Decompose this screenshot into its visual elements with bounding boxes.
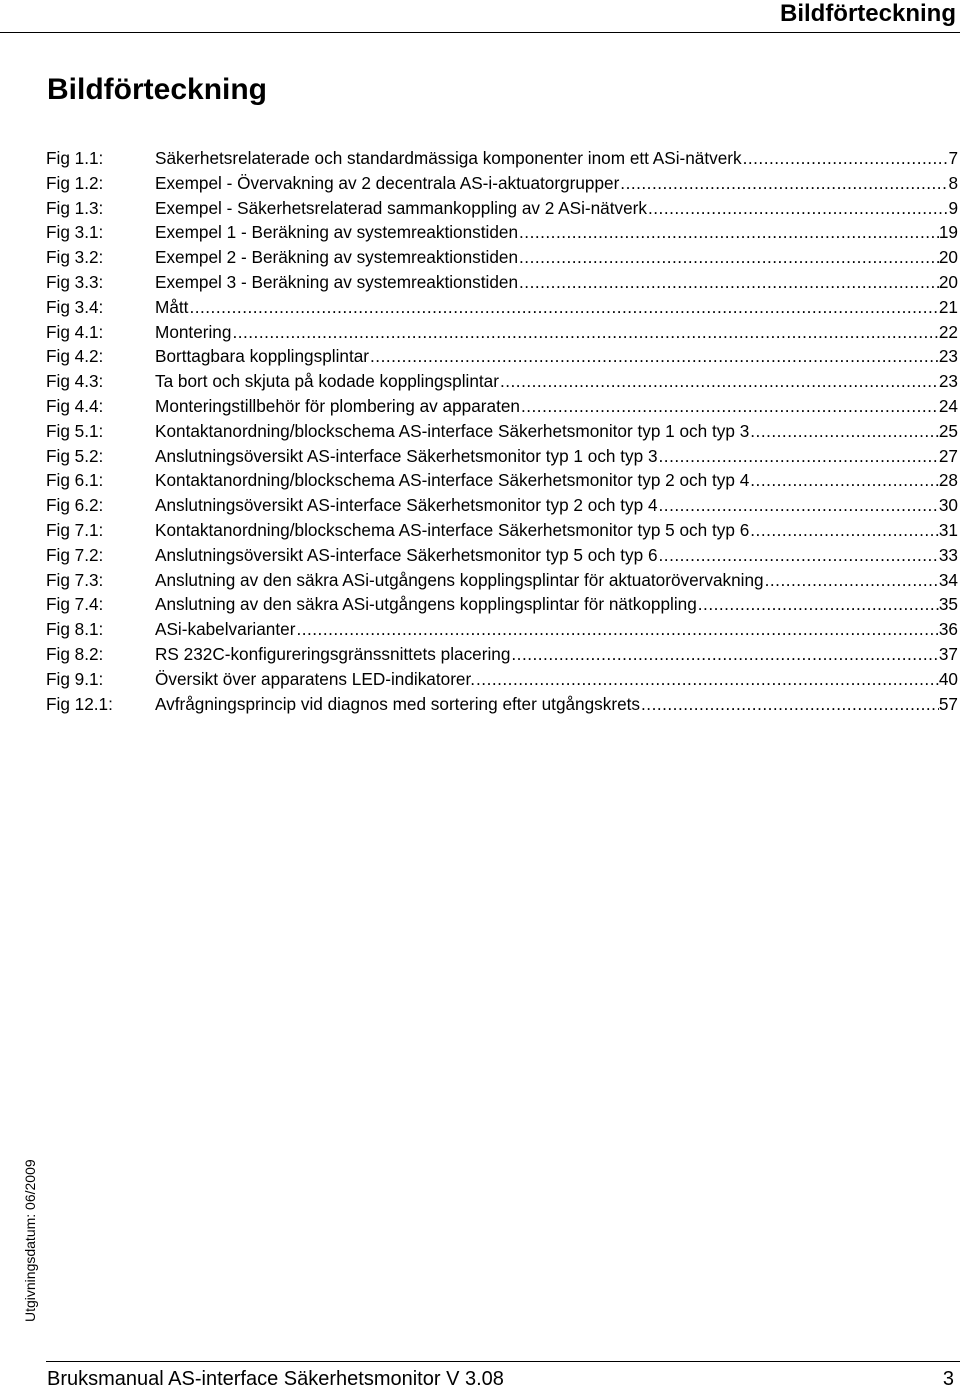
figure-number: Fig 4.3: (46, 371, 104, 392)
figure-title: Kontaktanordning/blockschema AS-interface Säkerhetsmonitor typ 5 och typ 6 (155, 519, 750, 540)
figure-title: Kontaktanordning/blockschema AS-interface Säkerhetsmonitor typ 1 och typ 3 (155, 420, 750, 441)
figure-page-number: 36 (938, 619, 958, 640)
figure-number: Fig 1.3: (46, 197, 104, 218)
figure-title: Exempel 3 - Beräkning av systemreaktionstiden (155, 271, 519, 292)
figure-title: ASi-kabelvarianter (155, 619, 296, 640)
figure-title: Exempel 1 - Beräkning av systemreaktionstiden (155, 222, 519, 243)
publication-date-label: Utgivningsdatum: 06/2009 (22, 1159, 38, 1322)
figure-number: Fig 3.3: (46, 271, 104, 292)
figure-list-item[interactable] (46, 667, 958, 692)
figure-list-item[interactable] (46, 617, 958, 642)
figure-title: Borttagbara kopplingsplintar (155, 346, 370, 367)
dot-leader (749, 468, 939, 493)
figure-list-item[interactable] (46, 642, 958, 667)
figure-page-number: 19 (938, 222, 958, 243)
footer-document-title: Bruksmanual AS-interface Säkerhetsmonitor V 3.08 (47, 1368, 504, 1390)
figure-number: Fig 9.1: (46, 668, 104, 689)
figure-page-number: 24 (938, 395, 958, 416)
figure-number: Fig 4.4: (46, 395, 104, 416)
figure-title: Anslutningsöversikt AS-interface Säkerhetsmonitor typ 1 och typ 3 (155, 445, 658, 466)
figure-list-item[interactable] (46, 468, 958, 493)
figure-title: Säkerhetsrelaterade och standardmässiga komponenter inom ett ASi-nätverk (155, 148, 742, 168)
figure-list-item[interactable] (46, 419, 958, 444)
figure-list-item[interactable] (46, 493, 958, 518)
dot-leader (499, 369, 939, 394)
figure-title: Exempel 2 - Beräkning av systemreaktionstiden (155, 247, 519, 268)
dot-leader (647, 196, 948, 221)
figure-title: Anslutning av den säkra ASi-utgångens kopplingsplintar för nätkoppling (155, 594, 697, 615)
figure-title: Översikt över apparatens LED-indikatorer. (155, 668, 476, 689)
figure-list-item[interactable] (46, 394, 958, 419)
figure-page-number: 34 (938, 569, 958, 590)
figure-number: Fig 8.1: (46, 619, 104, 640)
figure-number: Fig 7.3: (46, 569, 104, 590)
dot-leader (518, 245, 939, 270)
figure-list-item[interactable] (46, 344, 958, 369)
dot-leader (520, 394, 939, 419)
figure-list-item[interactable] (46, 568, 958, 593)
dot-leader (749, 419, 939, 444)
dot-leader (764, 568, 939, 593)
dot-leader (697, 592, 939, 617)
dot-leader (619, 171, 948, 196)
figure-number: Fig 5.2: (46, 445, 104, 466)
dot-leader (295, 617, 938, 642)
figure-title: Exempel - Övervakning av 2 decentrala AS-i-aktuatorgrupper (155, 172, 620, 193)
dot-leader (658, 493, 939, 518)
figure-number: Fig 5.1: (46, 420, 104, 441)
figure-list-item[interactable] (46, 270, 958, 295)
figure-list-item[interactable] (46, 295, 958, 320)
figure-page-number: 31 (938, 519, 958, 540)
figure-number: Fig 1.1: (46, 148, 104, 168)
figure-title: Anslutning av den säkra ASi-utgångens kopplingsplintar för aktuatorövervakning (155, 569, 764, 590)
figure-list (46, 146, 958, 716)
header-rule (0, 32, 960, 33)
figure-page-number: 33 (938, 544, 958, 565)
footer-page-number: 3 (942, 1368, 954, 1390)
figure-number: Fig 6.1: (46, 470, 104, 491)
dot-leader (742, 146, 949, 171)
figure-title: RS 232C-konfigureringsgränssnittets placering (155, 643, 511, 664)
dot-leader (188, 295, 938, 320)
page-title: Bildförteckning (47, 73, 268, 106)
figure-list-item[interactable] (46, 320, 958, 345)
running-header-title: Bildförteckning (779, 0, 956, 27)
figure-list-item[interactable] (46, 592, 958, 617)
figure-number: Fig 7.4: (46, 594, 104, 615)
figure-number: Fig 4.2: (46, 346, 104, 367)
dot-leader (518, 220, 939, 245)
dot-leader (749, 518, 939, 543)
figure-page-number: 35 (938, 594, 958, 615)
figure-page-number: 25 (938, 420, 958, 441)
figure-number: Fig 7.1: (46, 519, 104, 540)
figure-list-item[interactable] (46, 245, 958, 270)
figure-list-item[interactable] (46, 220, 958, 245)
figure-page-number: 20 (938, 271, 958, 292)
figure-list-item[interactable] (46, 369, 958, 394)
figure-list-item[interactable] (46, 146, 958, 171)
figure-title: Ta bort och skjuta på kodade kopplingsplintar (155, 371, 499, 392)
figure-title: Exempel - Säkerhetsrelaterad sammankoppling av 2 ASi-nätverk (155, 197, 647, 218)
figure-number: Fig 3.2: (46, 247, 104, 268)
figure-number: Fig 3.1: (46, 222, 104, 243)
figure-title: Monteringstillbehör för plombering av apparaten (155, 395, 520, 416)
dot-leader (658, 543, 939, 568)
figure-title: Avfrågningsprincip vid diagnos med sortering efter utgångskrets (155, 693, 641, 714)
figure-title: Mått (155, 296, 189, 317)
figure-title: Anslutningsöversikt AS-interface Säkerhetsmonitor typ 2 och typ 4 (155, 495, 658, 516)
figure-page-number: 30 (938, 495, 958, 516)
figure-list-item[interactable] (46, 444, 958, 469)
figure-title: Kontaktanordning/blockschema AS-interface Säkerhetsmonitor typ 2 och typ 4 (155, 470, 750, 491)
figure-title: Anslutningsöversikt AS-interface Säkerhetsmonitor typ 5 och typ 6 (155, 544, 658, 565)
figure-list-item[interactable] (46, 518, 958, 543)
figure-page-number: 23 (938, 371, 958, 392)
figure-page-number: 23 (938, 346, 958, 367)
figure-number: Fig 1.2: (46, 172, 104, 193)
dot-leader (369, 344, 939, 369)
figure-page-number: 8 (948, 172, 958, 193)
figure-page-number: 40 (938, 668, 958, 689)
dot-leader (475, 667, 939, 692)
figure-number: Fig 4.1: (46, 321, 104, 342)
figure-page-number: 21 (938, 296, 958, 317)
figure-list-item[interactable] (46, 171, 958, 196)
figure-page-number: 28 (938, 470, 958, 491)
dot-leader (231, 320, 938, 345)
dot-leader (658, 444, 939, 469)
dot-leader (640, 692, 939, 717)
figure-page-number: 7 (948, 148, 958, 168)
figure-page-number: 9 (948, 197, 958, 218)
dot-leader (510, 642, 938, 667)
figure-page-number: 37 (938, 643, 958, 664)
figure-number: Fig 8.2: (46, 643, 104, 664)
figure-page-number: 22 (938, 321, 958, 342)
figure-number: Fig 12.1: (46, 693, 113, 714)
figure-number: Fig 7.2: (46, 544, 104, 565)
figure-page-number: 27 (938, 445, 958, 466)
figure-page-number: 57 (938, 693, 958, 714)
figure-number: Fig 3.4: (46, 296, 104, 317)
dot-leader (518, 270, 939, 295)
figure-title: Montering (155, 321, 232, 342)
figure-page-number: 20 (938, 247, 958, 268)
footer-rule (46, 1361, 960, 1362)
figure-number: Fig 6.2: (46, 495, 104, 516)
figure-list-item[interactable] (46, 543, 958, 568)
figure-list-item[interactable] (46, 692, 958, 717)
figure-list-item[interactable] (46, 196, 958, 221)
